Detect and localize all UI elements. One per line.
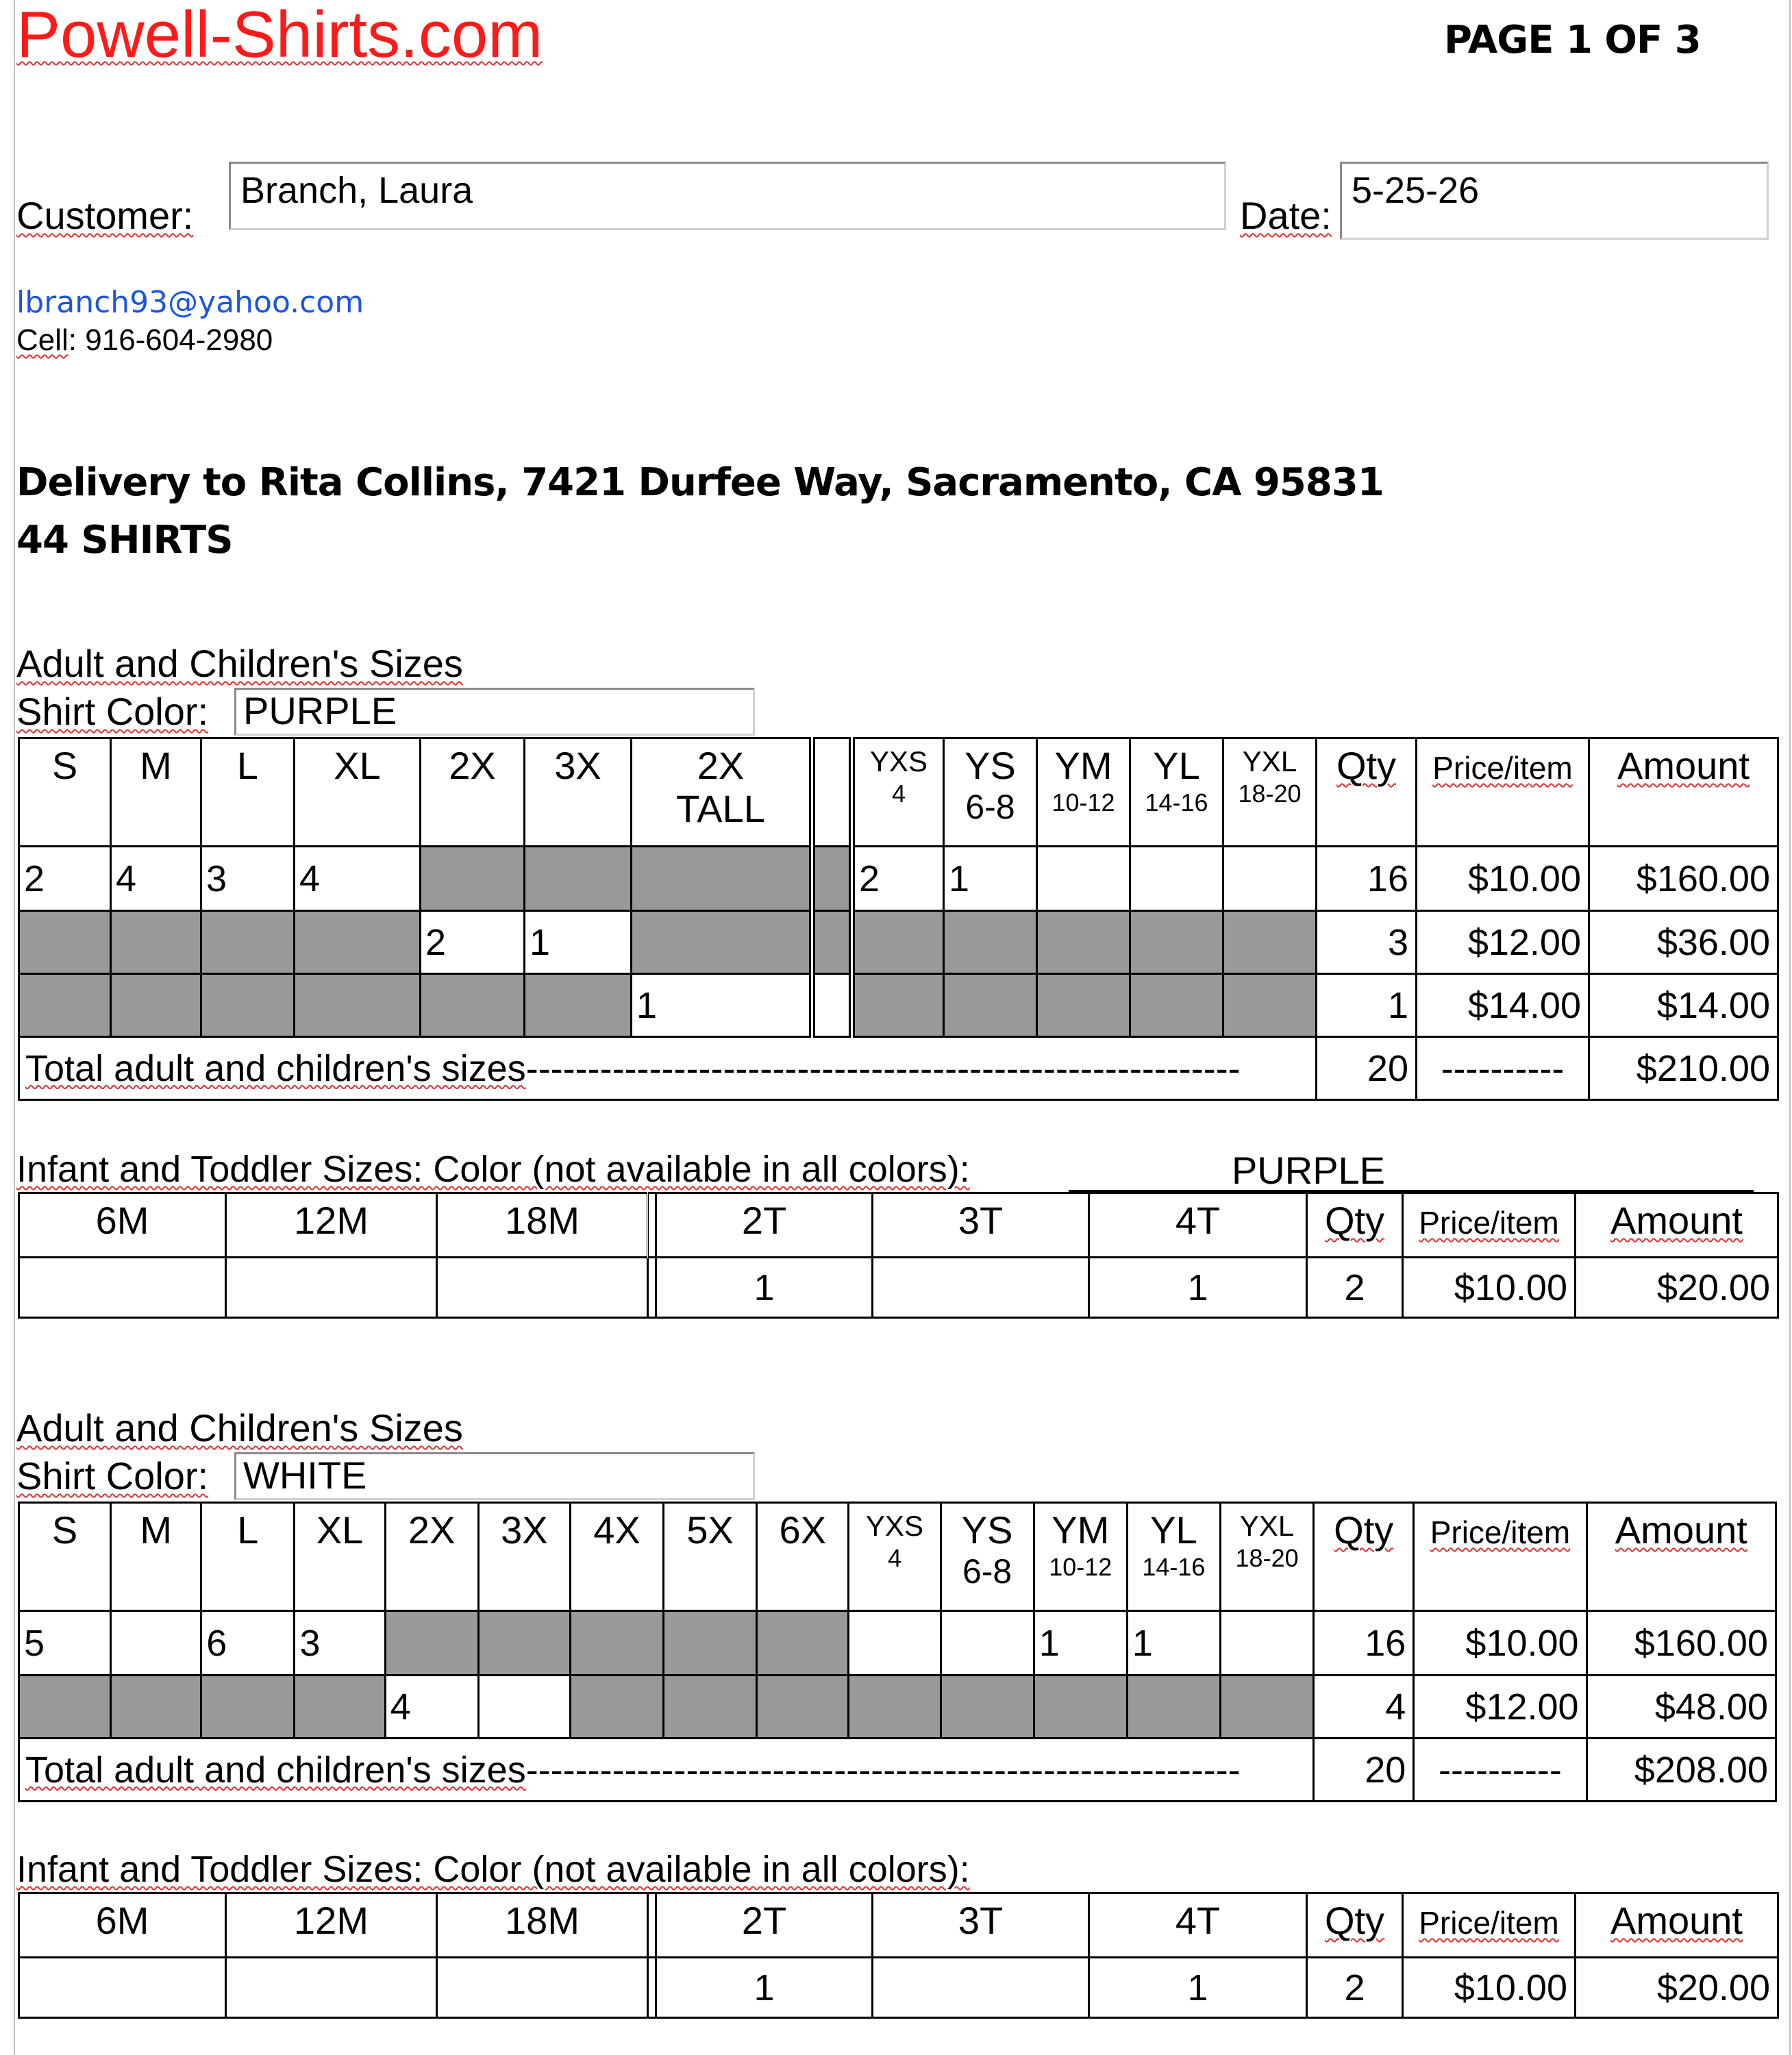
cell-5x-disabled xyxy=(664,1611,757,1676)
cell-yxs[interactable]: 2 xyxy=(852,847,944,911)
col-header-2x: 2X xyxy=(421,738,525,847)
cell-yxl-disabled xyxy=(1221,1676,1314,1739)
cell-2t[interactable]: 1 xyxy=(656,1958,873,2018)
cell-m-disabled xyxy=(111,974,201,1037)
col-header-yxs-size: 4 xyxy=(887,1544,901,1573)
col-header-l: L xyxy=(201,1503,295,1611)
shirt-color-label: Shirt Color: xyxy=(16,1454,209,1497)
total-row xyxy=(19,1037,1778,1100)
col-header-price xyxy=(1417,738,1589,847)
customer-cell xyxy=(16,323,273,358)
cell-ym-disabled xyxy=(1037,911,1130,974)
cell-yxs-disabled xyxy=(849,1676,941,1739)
col-header-yl xyxy=(1127,1503,1220,1611)
cell-ym[interactable] xyxy=(1037,847,1130,911)
col-header-yl-label: YL xyxy=(1150,1508,1197,1552)
col-header-m: M xyxy=(111,738,201,847)
cell-m[interactable]: 4 xyxy=(111,847,201,911)
col-header-price-label: Price/item xyxy=(1419,1905,1559,1941)
total-qty: 20 xyxy=(1314,1739,1414,1802)
cell-12m[interactable] xyxy=(226,1258,437,1318)
col-header-qty xyxy=(1307,1893,1403,1958)
total-row xyxy=(19,1739,1776,1802)
cell-yxs[interactable] xyxy=(849,1611,941,1676)
cell-s-disabled xyxy=(19,911,111,974)
cell-yxl-disabled xyxy=(1223,974,1317,1037)
cell-qty: 1 xyxy=(1317,974,1417,1037)
cell-3x[interactable]: 1 xyxy=(525,911,632,974)
shirt-count: 44 SHIRTS xyxy=(16,518,233,562)
cell-price: $14.00 xyxy=(1417,974,1589,1037)
cell-yl-disabled xyxy=(1130,911,1223,974)
cell-qty: 4 xyxy=(1314,1676,1414,1739)
cell-price: $10.00 xyxy=(1414,1611,1586,1676)
date-label: Date: xyxy=(1240,194,1332,237)
date-field[interactable]: 5-25-26 xyxy=(1340,162,1769,240)
total-dashes: ---------------------------------------------------------- xyxy=(525,1749,1241,1791)
column-divider xyxy=(812,974,852,1037)
col-header-price xyxy=(1403,1193,1576,1258)
cell-3x-disabled xyxy=(525,847,632,911)
cell-18m[interactable] xyxy=(437,1958,648,2018)
page-right-border xyxy=(1789,0,1791,2055)
total-amount: $208.00 xyxy=(1586,1739,1776,1802)
col-header-xl: XL xyxy=(295,1503,385,1611)
col-header-2x-tall xyxy=(632,738,812,847)
cell-ym[interactable]: 1 xyxy=(1034,1611,1127,1676)
cell-m[interactable] xyxy=(111,1611,201,1676)
cell-m-disabled xyxy=(111,911,201,974)
col-header-ys-size: 6-8 xyxy=(962,1552,1012,1591)
cell-2x-disabled xyxy=(385,1611,478,1676)
col-header-6x: 6X xyxy=(757,1503,849,1611)
col-header-yxl xyxy=(1221,1503,1314,1611)
total-qty: 20 xyxy=(1317,1037,1417,1100)
col-header-ys-label: YS xyxy=(965,744,1016,787)
shirt-color-field[interactable]: WHITE xyxy=(234,1452,755,1500)
cell-yxs-disabled xyxy=(852,911,944,974)
cell-s-disabled xyxy=(19,1676,111,1739)
total-label-text: Total adult and children's sizes xyxy=(25,1749,526,1791)
total-label-text: Total adult and children's sizes xyxy=(25,1047,526,1089)
col-header-18m: 18M xyxy=(437,1893,648,1958)
col-header-yxs-label: YXS xyxy=(869,745,928,777)
cell-label: Cell xyxy=(16,323,69,357)
col-header-yl xyxy=(1130,738,1223,847)
col-header-amount-label: Amount xyxy=(1617,744,1750,787)
size-table-purple xyxy=(18,737,1779,1101)
size-table-white xyxy=(18,1502,1777,1802)
cell-l-disabled xyxy=(201,1676,295,1739)
col-header-4t: 4T xyxy=(1089,1893,1307,1958)
col-header-yl-size: 14-16 xyxy=(1142,1552,1206,1581)
col-header-4t: 4T xyxy=(1089,1193,1307,1258)
col-header-yxl-size: 18-20 xyxy=(1235,1544,1299,1573)
cell-4t[interactable]: 1 xyxy=(1089,1258,1307,1318)
col-header-amount xyxy=(1576,1893,1778,1958)
cell-ys[interactable] xyxy=(941,1611,1034,1676)
cell-ym-disabled xyxy=(1037,974,1130,1037)
cell-amount: $160.00 xyxy=(1589,847,1778,911)
cell-3t[interactable] xyxy=(873,1258,1089,1318)
col-header-qty-label: Qty xyxy=(1334,1508,1394,1552)
cell-4x-disabled xyxy=(570,1676,663,1739)
cell-amount: $160.00 xyxy=(1586,1611,1776,1676)
cell-l-disabled xyxy=(201,911,295,974)
site-title: Powell-Shirts.com xyxy=(16,0,543,71)
col-header-2t: 2T xyxy=(656,1193,873,1258)
column-divider xyxy=(812,911,852,974)
cell-qty: 16 xyxy=(1317,847,1417,911)
cell-xl[interactable]: 3 xyxy=(295,1611,385,1676)
cell-xl-disabled xyxy=(295,974,421,1037)
col-header-ym-label: YM xyxy=(1054,744,1112,787)
cell-number: : 916-604-2980 xyxy=(68,323,273,357)
customer-label: Customer: xyxy=(16,194,194,237)
cell-qty: 3 xyxy=(1317,911,1417,974)
cell-yxl[interactable] xyxy=(1223,847,1317,911)
cell-yl-disabled xyxy=(1130,974,1223,1037)
cell-5x-disabled xyxy=(664,1676,757,1739)
cell-xl-disabled xyxy=(295,911,421,974)
col-header-qty xyxy=(1317,738,1417,847)
col-header-12m: 12M xyxy=(226,1193,437,1258)
delivery-address: Delivery to Rita Collins, 7421 Durfee Way, Sacramento, CA 95831 xyxy=(16,460,1384,505)
col-header-qty-label: Qty xyxy=(1336,744,1397,787)
column-divider xyxy=(648,1193,656,1258)
col-header-2x: 2X xyxy=(385,1503,478,1611)
cell-2x-disabled xyxy=(421,974,525,1037)
infant-table-purple xyxy=(18,1192,1779,1319)
cell-qty: 2 xyxy=(1307,1258,1403,1318)
cell-2t[interactable]: 1 xyxy=(656,1258,873,1318)
infant-toddler-label: Infant and Toddler Sizes: Color (not available in all colors): xyxy=(16,1849,970,1890)
col-header-xl: XL xyxy=(295,738,421,847)
col-header-amount xyxy=(1589,738,1778,847)
cell-2x[interactable]: 2 xyxy=(421,911,525,974)
cell-amount: $14.00 xyxy=(1589,974,1778,1037)
shirt-color-label: Shirt Color: xyxy=(16,690,209,733)
col-header-yl-size: 14-16 xyxy=(1145,788,1208,817)
cell-s[interactable]: 5 xyxy=(19,1611,111,1676)
col-header-ys xyxy=(944,738,1037,847)
cell-xl-disabled xyxy=(295,1676,385,1739)
cell-18m[interactable] xyxy=(437,1258,648,1318)
col-header-3x: 3X xyxy=(478,1503,570,1611)
customer-email: lbranch93@yahoo.com xyxy=(16,285,364,320)
section-title: Adult and Children's Sizes xyxy=(16,642,463,685)
cell-yxl[interactable] xyxy=(1221,1611,1314,1676)
table-row xyxy=(19,911,1778,974)
cell-s[interactable]: 2 xyxy=(19,847,111,911)
infant-row xyxy=(19,1258,1778,1318)
cell-l[interactable]: 6 xyxy=(201,1611,295,1676)
col-header-amount-label: Amount xyxy=(1615,1508,1747,1552)
col-header-yl-label: YL xyxy=(1153,744,1200,787)
cell-6x-disabled xyxy=(757,1611,849,1676)
col-header-yxl-size: 18-20 xyxy=(1238,780,1302,808)
col-header-18m: 18M xyxy=(437,1193,648,1258)
col-header-s: S xyxy=(19,738,111,847)
cell-ym-disabled xyxy=(1034,1676,1127,1739)
cell-12m[interactable] xyxy=(226,1958,437,2018)
col-header-price-label: Price/item xyxy=(1430,1515,1571,1550)
col-header-price-label: Price/item xyxy=(1432,750,1573,786)
cell-3t[interactable] xyxy=(873,1958,1089,2018)
cell-6m[interactable] xyxy=(19,1258,226,1318)
table-row xyxy=(19,974,1778,1037)
col-header-amount-label: Amount xyxy=(1610,1199,1743,1242)
customer-name-field[interactable]: Branch, Laura xyxy=(229,162,1226,230)
cell-yl[interactable]: 1 xyxy=(1127,1611,1220,1676)
infant-row xyxy=(19,1958,1778,2018)
col-header-yxs xyxy=(849,1503,941,1611)
col-header-12m: 12M xyxy=(226,1893,437,1958)
cell-2x-tall-disabled xyxy=(632,847,812,911)
col-header-ym-size: 10-12 xyxy=(1049,1552,1112,1581)
col-header-qty-label: Qty xyxy=(1324,1199,1385,1242)
cell-4x-disabled xyxy=(570,1611,663,1676)
total-label xyxy=(19,1739,1314,1802)
column-divider xyxy=(648,1893,656,1958)
col-header-amount xyxy=(1576,1193,1778,1258)
cell-amount: $36.00 xyxy=(1589,911,1778,974)
col-header-yxl-label: YXL xyxy=(1239,1510,1295,1542)
cell-amount: $48.00 xyxy=(1586,1676,1776,1739)
table-row xyxy=(19,847,1778,911)
table-header-row xyxy=(19,1503,1776,1611)
infant-header-row xyxy=(19,1193,1778,1258)
col-header-ys-label: YS xyxy=(961,1508,1013,1552)
column-divider xyxy=(648,1258,656,1318)
col-header-amount xyxy=(1586,1503,1776,1611)
total-label xyxy=(19,1037,1317,1100)
total-dashes: ---------------------------------------------------------- xyxy=(525,1047,1241,1089)
cell-s-disabled xyxy=(19,974,111,1037)
col-header-ys-size: 6-8 xyxy=(965,787,1015,826)
infant-color-field[interactable]: PURPLE xyxy=(1069,1148,1754,1192)
total-price: ---------- xyxy=(1414,1739,1586,1802)
table-header-row xyxy=(19,738,1778,847)
col-header-ym xyxy=(1034,1503,1127,1611)
col-header-ym-label: YM xyxy=(1051,1508,1110,1552)
col-header-m: M xyxy=(111,1503,201,1611)
col-header-s: S xyxy=(19,1503,111,1611)
col-header-amount-label: Amount xyxy=(1610,1899,1743,1942)
table-row xyxy=(19,1676,1776,1739)
infant-header-row xyxy=(19,1893,1778,1958)
cell-2x-tall-disabled xyxy=(632,911,812,974)
page-left-border xyxy=(14,0,15,2055)
col-header-yxs-size: 4 xyxy=(891,780,906,808)
cell-ys[interactable]: 1 xyxy=(944,847,1037,911)
cell-yl-disabled xyxy=(1127,1676,1220,1739)
cell-3x-disabled xyxy=(525,974,632,1037)
col-header-6m: 6M xyxy=(19,1193,226,1258)
infant-table-white xyxy=(18,1892,1779,2019)
column-divider xyxy=(648,1958,656,2018)
cell-4t[interactable]: 1 xyxy=(1089,1958,1307,2018)
col-header-6m: 6M xyxy=(19,1893,226,1958)
cell-2x[interactable]: 4 xyxy=(385,1676,478,1739)
cell-price: $12.00 xyxy=(1417,911,1589,974)
cell-price: $10.00 xyxy=(1403,1958,1576,2018)
cell-l[interactable]: 3 xyxy=(201,847,295,911)
cell-ys-disabled xyxy=(944,911,1037,974)
col-header-yxl xyxy=(1223,738,1317,847)
cell-6x-disabled xyxy=(757,1676,849,1739)
col-header-ys xyxy=(941,1503,1034,1611)
col-header-price xyxy=(1403,1893,1576,1958)
cell-price: $12.00 xyxy=(1414,1676,1586,1739)
col-header-yxs-label: YXS xyxy=(865,1510,923,1542)
col-header-price-label: Price/item xyxy=(1419,1205,1559,1241)
page-indicator: PAGE 1 OF 3 xyxy=(1444,18,1701,62)
cell-qty: 16 xyxy=(1314,1611,1414,1676)
col-header-3t: 3T xyxy=(873,1893,1089,1958)
col-header-qty xyxy=(1307,1193,1403,1258)
table-row xyxy=(19,1611,1776,1676)
cell-price: $10.00 xyxy=(1417,847,1589,911)
col-header-qty xyxy=(1314,1503,1414,1611)
shirt-color-field[interactable]: PURPLE xyxy=(234,688,755,736)
col-header-yxs xyxy=(852,738,944,847)
cell-3x-disabled xyxy=(478,1611,570,1676)
col-header-yxl-label: YXL xyxy=(1242,745,1297,777)
cell-qty: 2 xyxy=(1307,1958,1403,2018)
infant-color-field[interactable] xyxy=(1069,1848,1596,1894)
column-divider xyxy=(812,847,852,911)
cell-price: $10.00 xyxy=(1403,1258,1576,1318)
cell-xl[interactable]: 4 xyxy=(295,847,421,911)
col-header-l: L xyxy=(201,738,295,847)
cell-l-disabled xyxy=(201,974,295,1037)
total-price: ---------- xyxy=(1417,1037,1589,1100)
col-header-qty-label: Qty xyxy=(1324,1899,1385,1942)
cell-3x[interactable] xyxy=(478,1676,570,1739)
col-header-ym-size: 10-12 xyxy=(1051,788,1115,817)
cell-ys-disabled xyxy=(944,974,1037,1037)
cell-yxs-disabled xyxy=(852,974,944,1037)
col-header-3x: 3X xyxy=(525,738,632,847)
cell-amount: $20.00 xyxy=(1576,1958,1778,2018)
cell-m-disabled xyxy=(111,1676,201,1739)
col-header-5x: 5X xyxy=(664,1503,757,1611)
col-header-2x-tall-line2: TALL xyxy=(676,786,765,830)
total-amount: $210.00 xyxy=(1589,1037,1778,1100)
cell-ys-disabled xyxy=(941,1676,1034,1739)
cell-2x-tall[interactable]: 1 xyxy=(632,974,812,1037)
col-header-4x: 4X xyxy=(570,1503,663,1611)
cell-yl[interactable] xyxy=(1130,847,1223,911)
cell-2x-disabled xyxy=(421,847,525,911)
cell-6m[interactable] xyxy=(19,1958,226,2018)
col-header-ym xyxy=(1037,738,1130,847)
cell-yxl-disabled xyxy=(1223,911,1317,974)
col-header-2x-tall-line1: 2X xyxy=(697,744,745,787)
col-header-price xyxy=(1414,1503,1586,1611)
col-header-2t: 2T xyxy=(656,1893,873,1958)
cell-amount: $20.00 xyxy=(1576,1258,1778,1318)
infant-toddler-label: Infant and Toddler Sizes: Color (not available in all colors): xyxy=(16,1149,970,1190)
section-title: Adult and Children's Sizes xyxy=(16,1406,463,1449)
col-header-3t: 3T xyxy=(873,1193,1089,1258)
column-divider xyxy=(812,738,852,847)
